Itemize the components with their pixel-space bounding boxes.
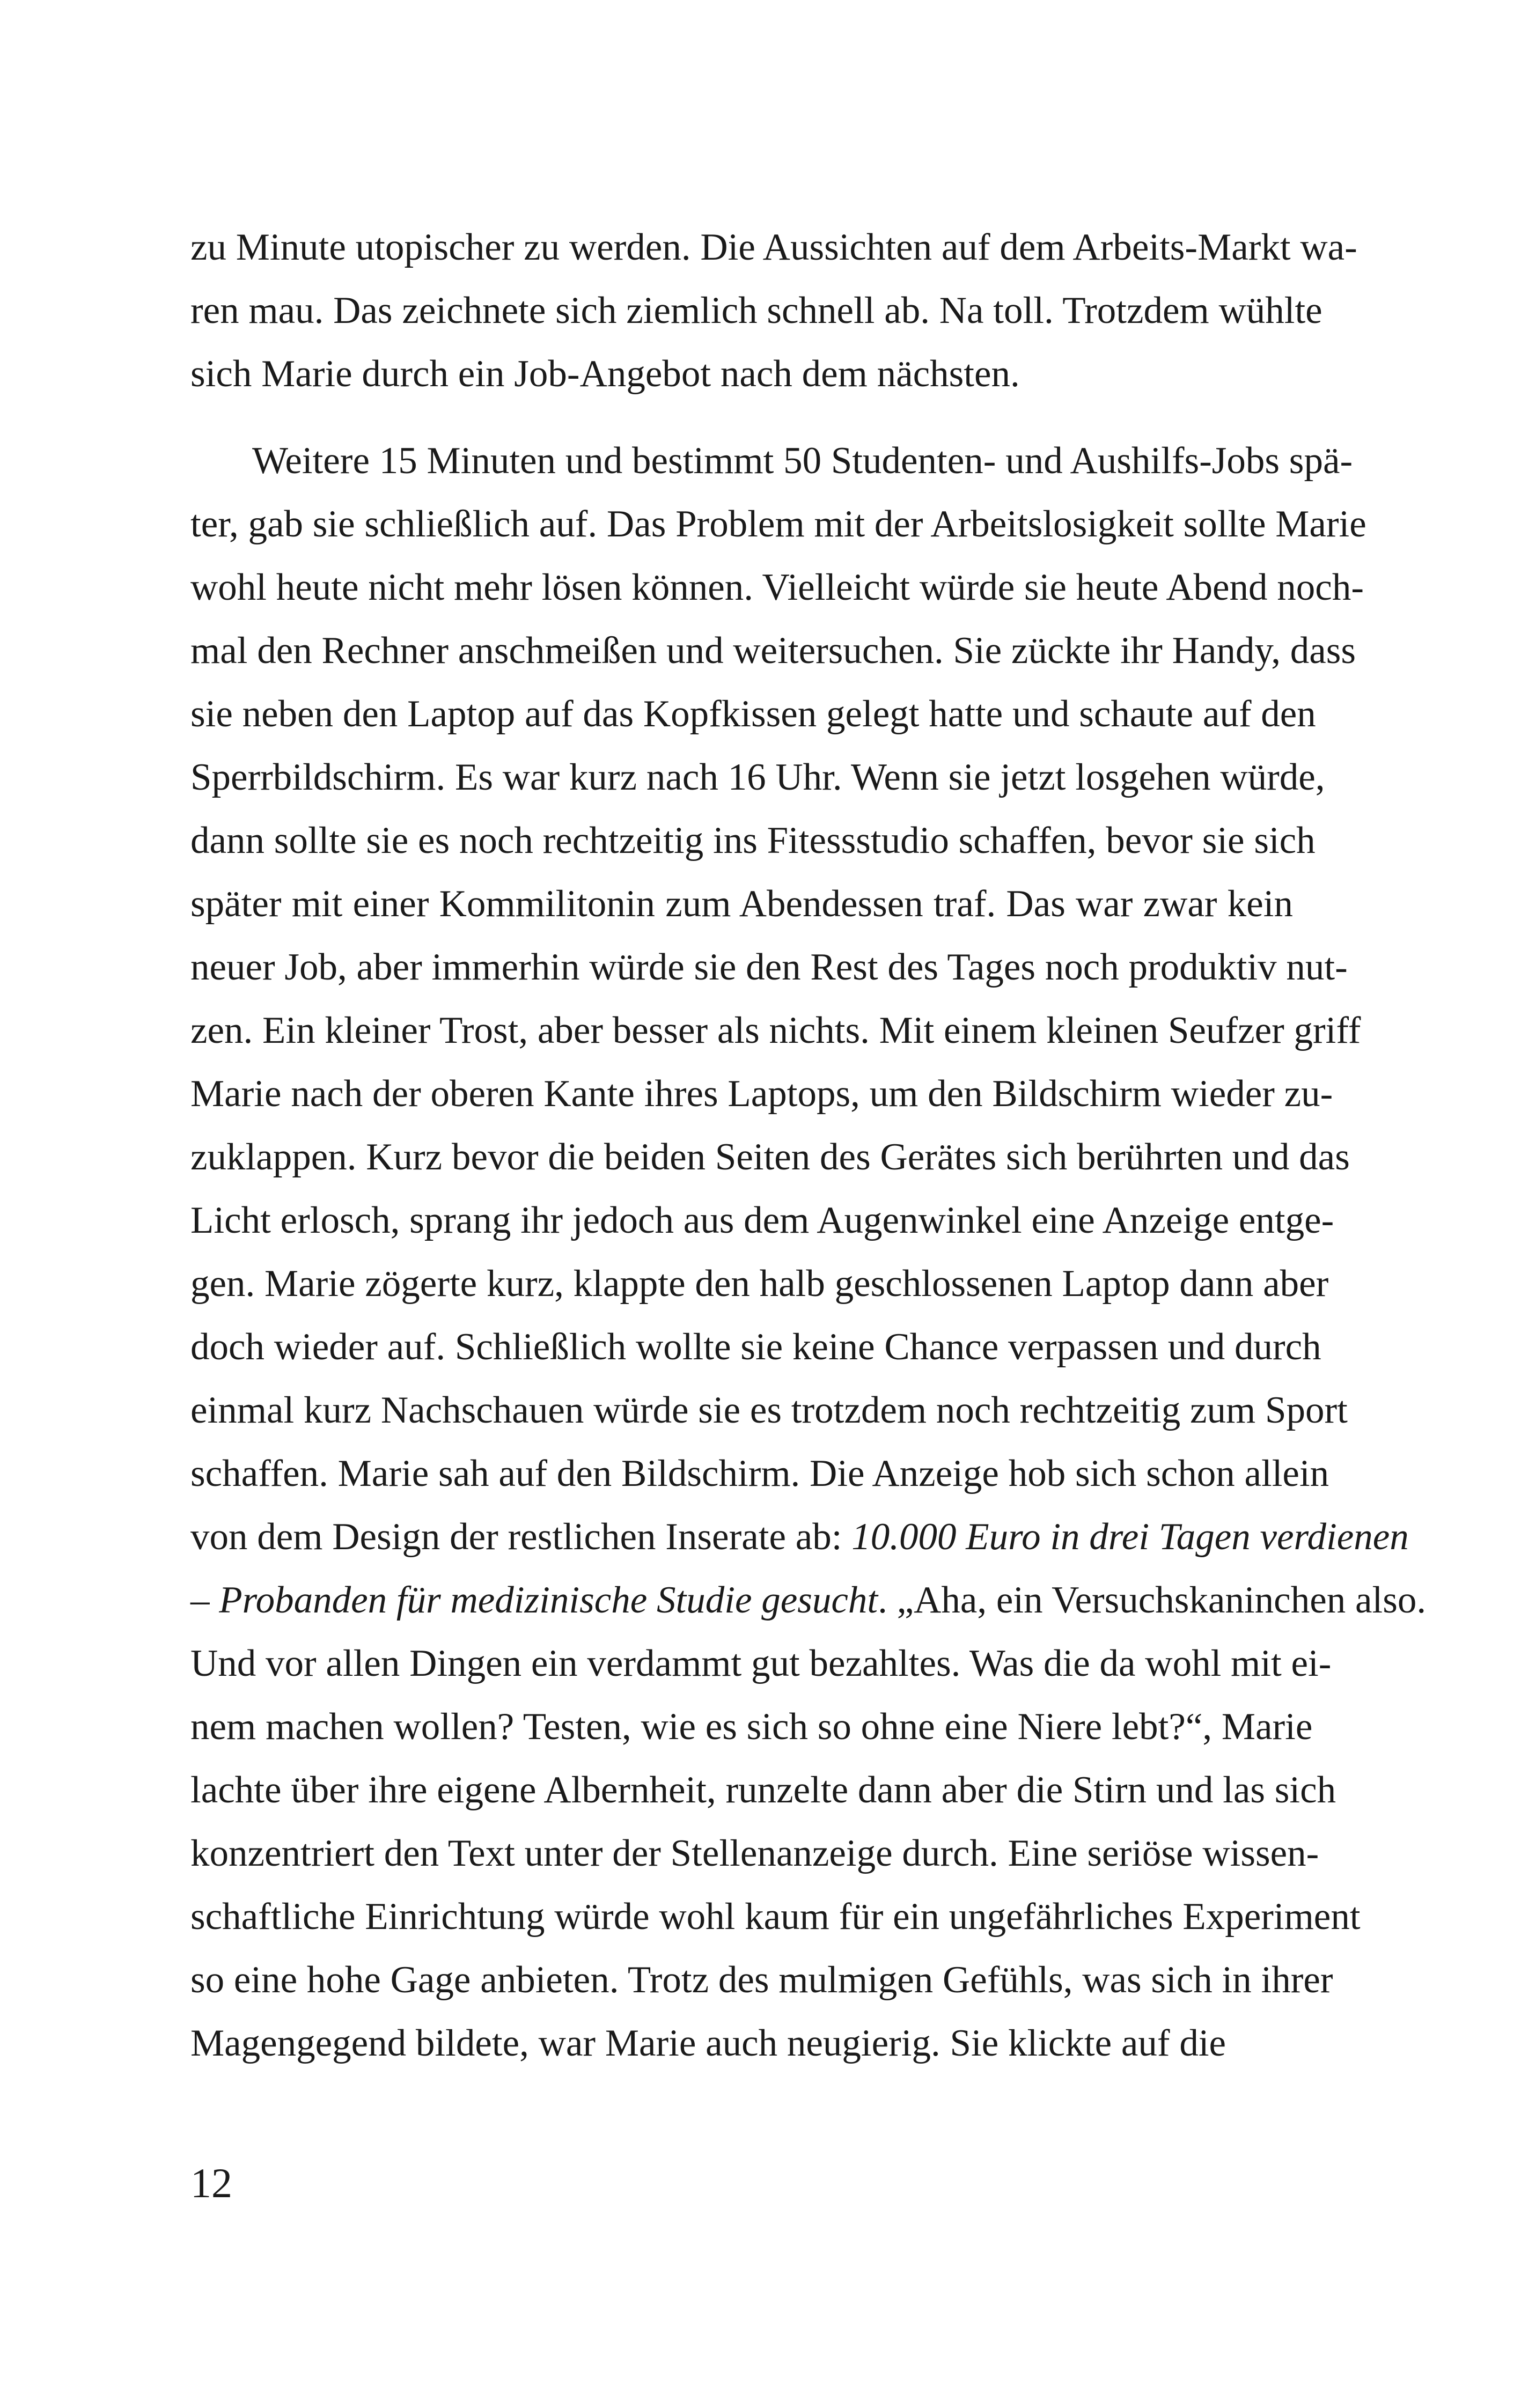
- text-line: [190, 936, 1348, 999]
- text-segment: ren mau. Das zeichnete sich ziemlich schnell ab. Na toll. Trotzdem wühlte: [190, 290, 1322, 332]
- text-segment: schaffen. Marie sah auf den Bildschirm. Die Anzeige hob sich schon allein: [190, 1453, 1329, 1494]
- text-segment: zu Minute utopischer zu werden. Die Aussichten auf dem Arbeits-Markt wa-: [190, 226, 1357, 268]
- text-line: [190, 999, 1361, 1062]
- text-line: [190, 1505, 1409, 1568]
- text-segment: neuer Job, aber immerhin würde sie den Rest des Tages noch produktiv nut-: [190, 946, 1348, 988]
- text-segment: wohl heute nicht mehr lösen können. Vielleicht würde sie heute Abend noch-: [190, 566, 1364, 608]
- text-segment: schaftliche Einrichtung würde wohl kaum für ein ungefährliches Experiment: [190, 1896, 1361, 1938]
- text-line: [190, 216, 1357, 279]
- text-segment: Licht erlosch, sprang ihr jedoch aus dem Augenwinkel eine Anzeige entge-: [190, 1199, 1334, 1241]
- text-line: [190, 429, 1353, 492]
- text-line: [190, 1695, 1313, 1758]
- text-segment: Weitere 15 Minuten und bestimmt 50 Studenten- und Aushilfs-Jobs spä-: [252, 440, 1353, 482]
- text-segment: nem machen wollen? Testen, wie es sich so ohne eine Niere lebt?“, Marie: [190, 1706, 1313, 1748]
- text-line: [190, 1252, 1329, 1315]
- text-segment: später mit einer Kommilitonin zum Abendessen traf. Das war zwar kein: [190, 883, 1293, 925]
- text-segment: zen. Ein kleiner Trost, aber besser als nichts. Mit einem kleinen Seufzer griff: [190, 1010, 1361, 1051]
- text-segment: dann sollte sie es noch rechtzeitig ins Fitessstudio schaffen, bevor sie sich: [190, 820, 1316, 861]
- text-segment: konzentriert den Text unter der Stellenanzeige durch. Eine seriöse wissen-: [190, 1832, 1319, 1874]
- text-segment: so eine hohe Gage anbieten. Trotz des mulmigen Gefühls, was sich in ihrer: [190, 1959, 1333, 2001]
- text-line: [190, 872, 1293, 936]
- text-segment: Und vor allen Dingen ein verdammt gut bezahltes. Was die da wohl mit ei-: [190, 1643, 1332, 1684]
- text-segment: lachte über ihre eigene Albernheit, runzelte dann aber die Stirn und las sich: [190, 1769, 1336, 1811]
- text-line: [190, 556, 1364, 619]
- text-line: [190, 1632, 1332, 1695]
- italic-text: – Probanden für medizinische Studie gesucht: [190, 1579, 878, 1621]
- text-segment: gen. Marie zögerte kurz, klappte den halb geschlossenen Laptop dann aber: [190, 1263, 1329, 1305]
- text-segment: mal den Rechner anschmeißen und weitersuchen. Sie zückte ihr Handy, dass: [190, 630, 1356, 672]
- text-segment: einmal kurz Nachschauen würde sie es trotzdem noch rechtzeitig zum Sport: [190, 1389, 1348, 1431]
- text-line: [190, 279, 1322, 342]
- text-line: [190, 682, 1316, 746]
- text-segment: ter, gab sie schließlich auf. Das Problem mit der Arbeitslosigkeit sollte Marie: [190, 503, 1366, 545]
- text-segment: von dem Design der restlichen Inserate ab:: [190, 1516, 852, 1558]
- text-segment: sich Marie durch ein Job-Angebot nach dem nächsten.: [190, 353, 1020, 395]
- text-segment: Magengegend bildete, war Marie auch neugierig. Sie klickte auf die: [190, 2022, 1226, 2064]
- italic-text: 10.000 Euro in drei Tagen verdienen: [851, 1516, 1409, 1558]
- text-segment: doch wieder auf. Schließlich wollte sie keine Chance verpassen und durch: [190, 1326, 1321, 1368]
- text-line: [190, 1062, 1333, 1125]
- text-line: [190, 1442, 1329, 1505]
- text-segment: . „Aha, ein Versuchskaninchen also.: [878, 1579, 1427, 1621]
- text-line: [190, 492, 1366, 556]
- paragraph: [190, 216, 1357, 406]
- text-line: [190, 746, 1325, 809]
- text-line: [190, 1948, 1333, 2012]
- text-segment: sie neben den Laptop auf das Kopfkissen gelegt hatte und schaute auf den: [190, 693, 1316, 735]
- text-line: [190, 1379, 1348, 1442]
- paragraph: [190, 429, 1427, 2075]
- text-line: [190, 809, 1316, 872]
- text-line: [190, 342, 1293, 406]
- text-segment: Marie nach der oberen Kante ihres Laptops, um den Bildschirm wieder zu-: [190, 1073, 1333, 1115]
- text-line: [190, 619, 1356, 682]
- text-line: [190, 1315, 1321, 1379]
- text-line: [190, 1189, 1334, 1252]
- page-number: 12: [190, 2160, 232, 2206]
- text-segment: Sperrbildschirm. Es war kurz nach 16 Uhr. Wenn sie jetzt losgehen würde,: [190, 756, 1325, 798]
- text-line: [190, 1758, 1336, 1822]
- text-line: [190, 2012, 1293, 2075]
- text-line: [190, 1568, 1427, 1632]
- text-line: [190, 1885, 1361, 1948]
- text-segment: zuklappen. Kurz bevor die beiden Seiten des Gerätes sich berührten und das: [190, 1136, 1350, 1178]
- text-line: [190, 1125, 1350, 1189]
- text-line: [190, 1822, 1319, 1885]
